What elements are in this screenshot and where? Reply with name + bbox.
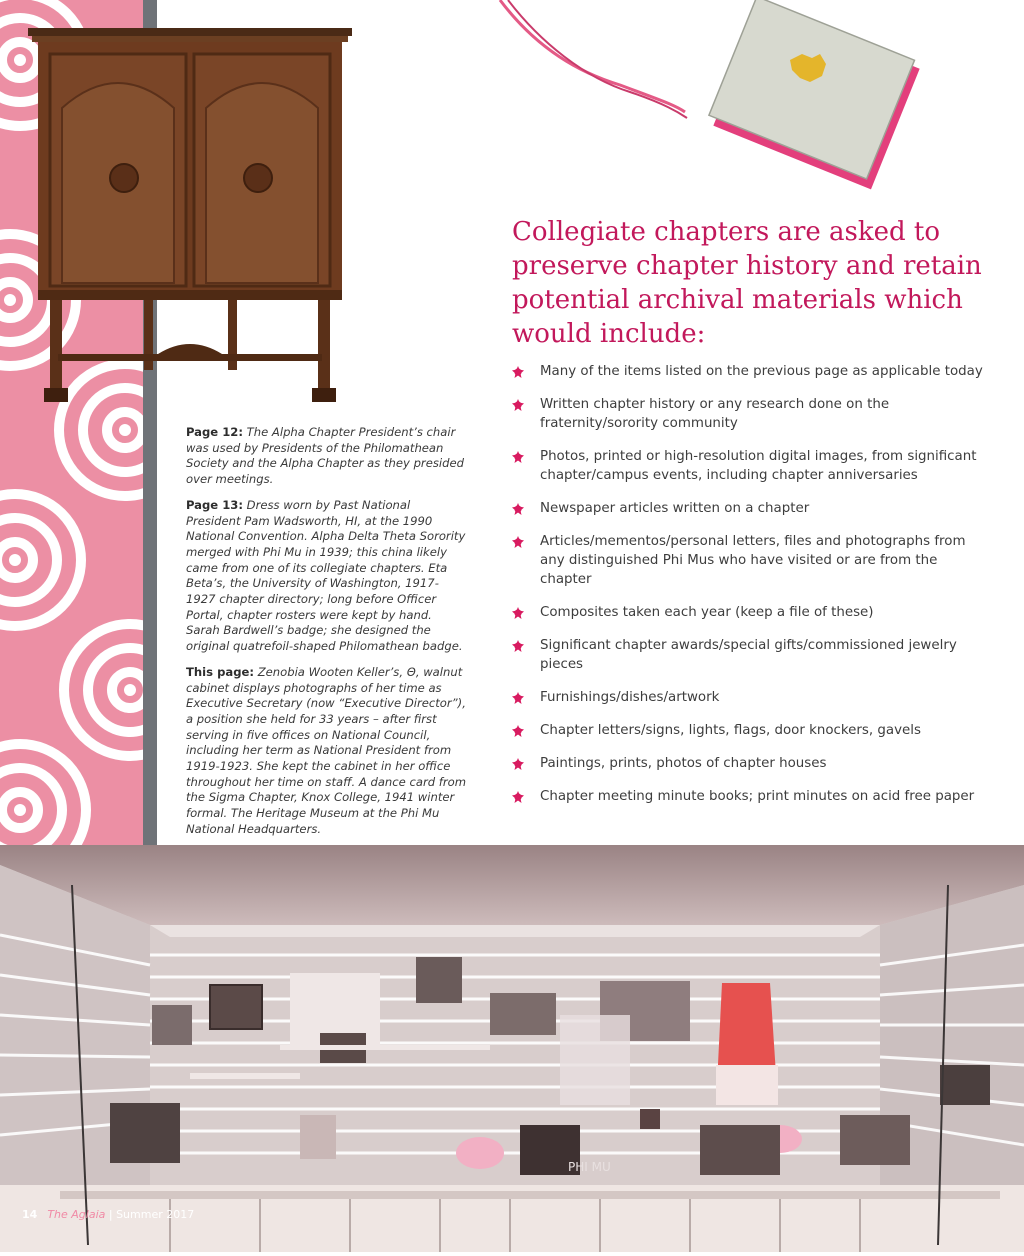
section-heading: Collegiate chapters are asked to preserve chapter history and retain potential archival materials which would include: <box>512 217 982 349</box>
flower-bullet-icon <box>512 451 524 463</box>
walnut-cabinet-photo <box>28 28 352 406</box>
list-item-text: Articles/mementos/personal letters, files and photographs from any distinguished Phi Mus who have visited or are from the chapter <box>540 534 966 587</box>
caption-text: Dress worn by Past National President Pam Wadsworth, HI, at the 1990 National Convention. Alpha Delta Theta Sorority merged with Phi Mu in 1939; this china likely came from one of its collegiate chapters. Eta Beta’s, the University of Washington, 1917-1927 chapter directory; long before Officer Portal, chapter rosters were kept by hand. Sarah Bardwell’s badge; she designed the original quatrefoil-shaped Philomathean badge. <box>186 497 466 654</box>
list-item <box>512 447 992 485</box>
list-item-text: Significant chapter awards/special gifts/commissioned jewelry pieces <box>540 638 957 672</box>
list-item-text: Composites taken each year (keep a file of these) <box>540 605 874 620</box>
list-item <box>512 532 992 589</box>
caption-text: The Alpha Chapter President’s chair was used by Presidents of the Philomathean Society and the Alpha Chapter as they presided over meetings. <box>186 425 464 487</box>
caption-label: This page: <box>186 664 254 679</box>
dance-card-photo <box>490 0 930 200</box>
list-item <box>512 688 992 707</box>
page-number: 14 <box>22 1208 38 1221</box>
archival-materials-list <box>512 362 992 820</box>
caption-label: Page 12: <box>186 425 243 439</box>
caption-label: Page 13: <box>186 497 243 512</box>
list-item <box>512 787 992 806</box>
list-item-text: Chapter letters/signs, lights, flags, door knockers, gavels <box>540 723 921 738</box>
flower-bullet-icon <box>512 791 524 803</box>
list-item-text: Written chapter history or any research done on the fraternity/sorority community <box>540 397 890 431</box>
flower-bullet-icon <box>512 607 524 619</box>
magazine-name: The Aglaia <box>47 1208 106 1221</box>
list-item-text: Newspaper articles written on a chapter <box>540 501 810 516</box>
photo-captions <box>186 425 466 848</box>
list-item <box>512 499 992 518</box>
list-item-text: Furnishings/dishes/artwork <box>540 690 720 705</box>
flower-bullet-icon <box>512 366 524 378</box>
caption-page-12 <box>186 425 466 488</box>
list-item <box>512 603 992 622</box>
list-item-text: Photos, printed or high-resolution digital images, from significant chapter/campus events, including chapter anniversaries <box>540 449 977 483</box>
page-footer: 14 The Aglaia | Summer 2017 <box>22 1208 195 1221</box>
list-item <box>512 636 992 674</box>
list-item <box>512 721 992 740</box>
flower-bullet-icon <box>512 640 524 652</box>
list-item <box>512 362 992 381</box>
issue-date: Summer 2017 <box>116 1208 195 1221</box>
flower-bullet-icon <box>512 503 524 515</box>
heritage-museum-photo <box>0 845 1024 1252</box>
list-item-text: Chapter meeting minute books; print minutes on acid free paper <box>540 789 975 804</box>
flower-bullet-icon <box>512 399 524 411</box>
museum-sign-text: PHI MU <box>568 1160 611 1174</box>
flower-bullet-icon <box>512 536 524 548</box>
caption-this-page <box>186 665 466 838</box>
flower-bullet-icon <box>512 758 524 770</box>
list-item-text: Paintings, prints, photos of chapter houses <box>540 756 827 771</box>
list-item <box>512 754 992 773</box>
caption-text: Zenobia Wooten Keller’s, Θ, walnut cabinet displays photographs of her time as Executive Secretary (now “Executive Director”), a position she held for 33 years – after first serving in five offices on National Council, including her term as National President from 1919-1923. She kept the cabinet in her office throughout her time on staff. A dance card from the Sigma Chapter, Knox College, 1941 winter formal. The Heritage Museum at the Phi Mu National Headquarters. <box>186 664 466 836</box>
caption-page-13 <box>186 498 466 655</box>
flower-bullet-icon <box>512 692 524 704</box>
list-item-text: Many of the items listed on the previous page as applicable today <box>540 364 983 379</box>
list-item <box>512 395 992 433</box>
flower-bullet-icon <box>512 725 524 737</box>
